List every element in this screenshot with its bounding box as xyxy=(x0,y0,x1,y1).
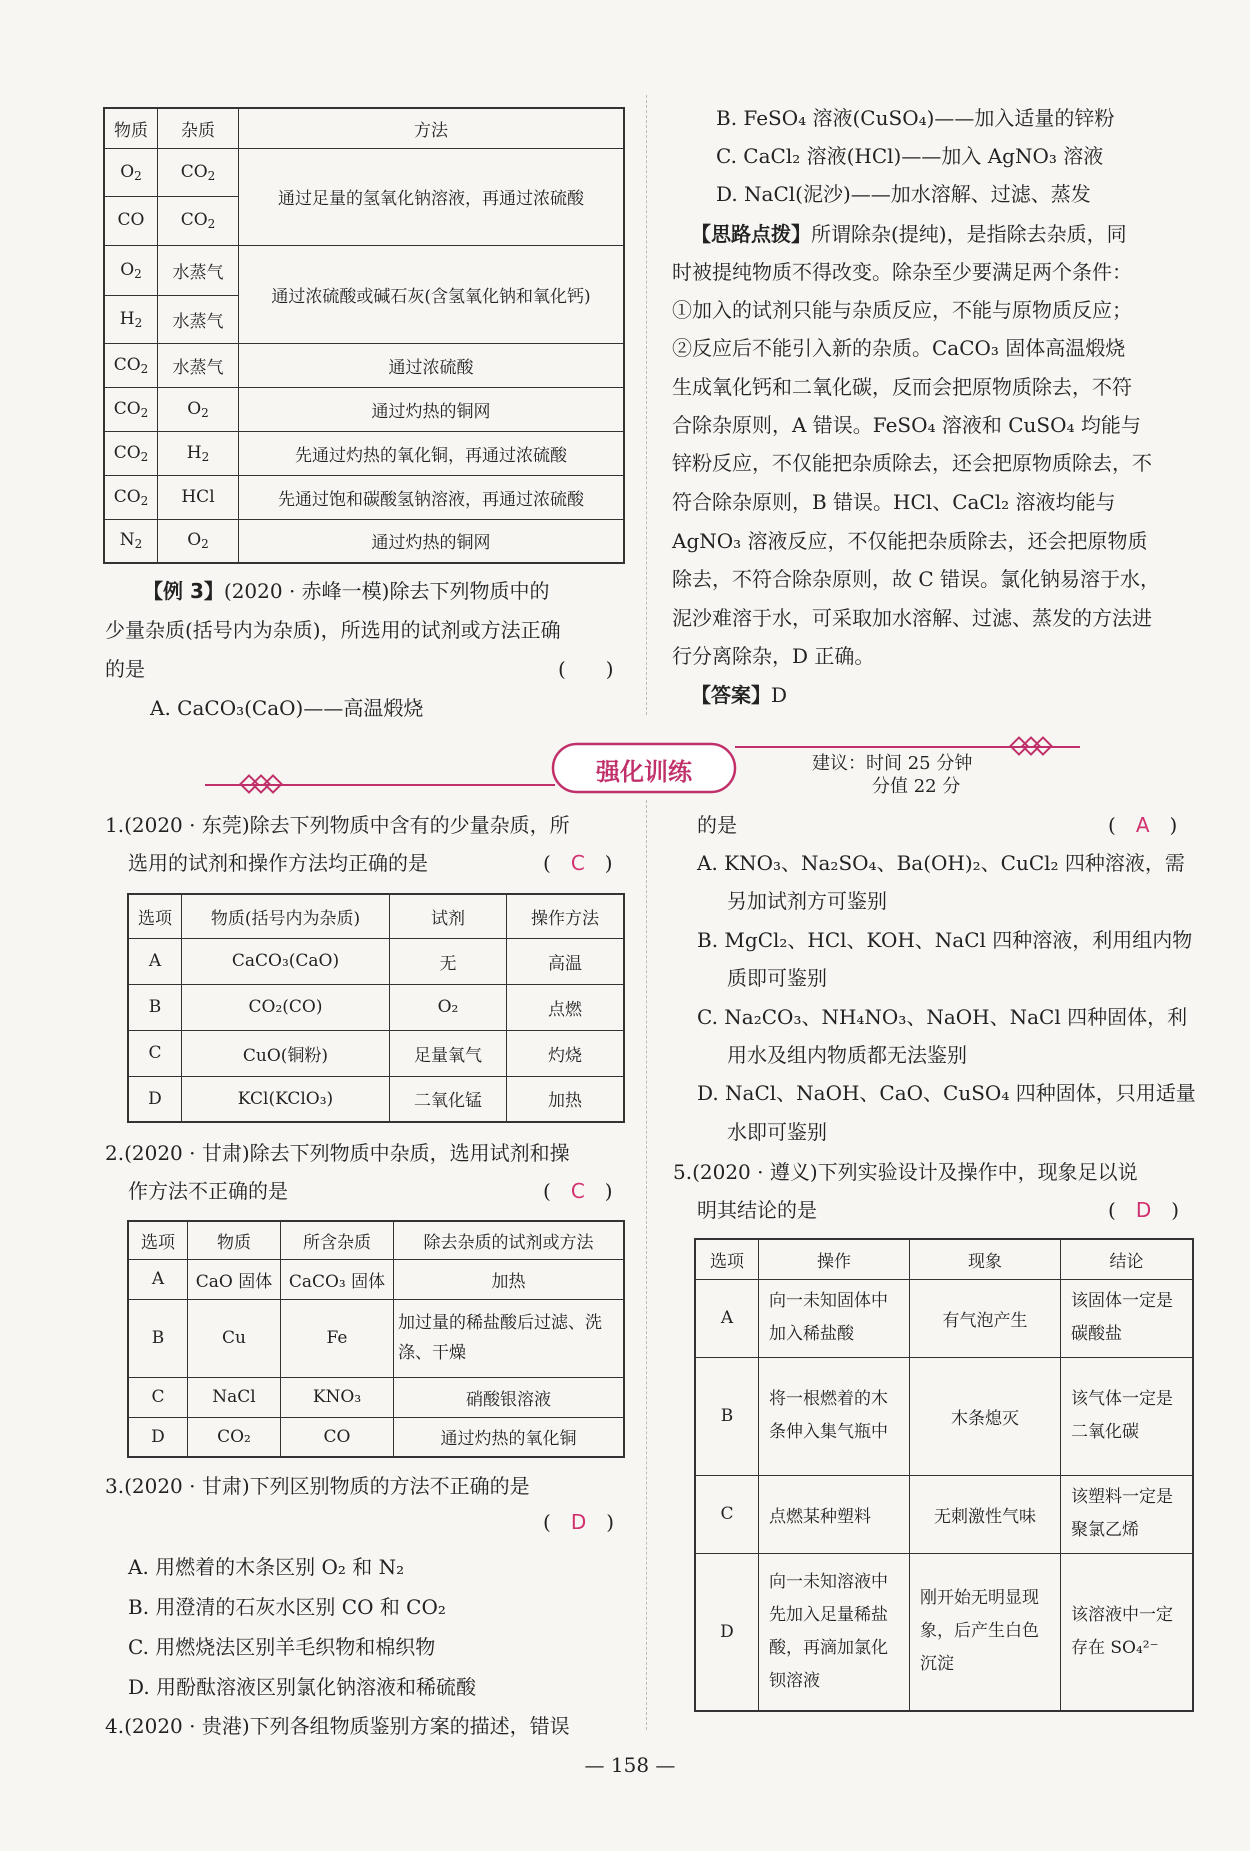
table-row: B CO₂(CO) O₂ 点燃 xyxy=(128,984,624,1030)
answer-blank: ( ) xyxy=(558,657,614,681)
table-row: $CO_2$ HCl 先通过饱和碳酸氢钠溶液，再通过浓硫酸 xyxy=(104,475,624,519)
page-number: — 158 — xyxy=(584,1753,676,1777)
hint-line: AgNO₃ 溶液反应，不仅能把杂质除去，还会把原物质 xyxy=(672,529,1148,553)
suggestion-time: 建议：时间 25 分钟 xyxy=(812,753,973,774)
q3-line1: 3.(2020 · 甘肃)下列区别物质的方法不正确的是 xyxy=(105,1474,530,1498)
q4-option-d: D. NaCl、NaOH、CaO、CuSO₄ 四种固体，只用适量 xyxy=(697,1081,1196,1105)
table-row: CO $CO_2$ xyxy=(104,196,624,245)
option-c: C. CaCl₂ 溶液(HCl)——加入 AgNO₃ 溶液 xyxy=(716,144,1104,168)
table-header: 方法 xyxy=(239,108,625,148)
table-row: $CO_2$ $H_2$ 先通过灼热的氧化铜，再通过浓硫酸 xyxy=(104,431,624,475)
q1-line1: 1.(2020 · 东莞)除去下列物质中含有的少量杂质，所 xyxy=(105,813,570,837)
table-row: A CaCO₃(CaO) 无 高温 xyxy=(128,938,624,984)
hint-line: 除去，不符合除杂原则，故 C 错误。氯化钠易溶于水， xyxy=(672,567,1161,591)
hint-line: 锌粉反应，不仅能把杂质除去，还会把原物质除去，不 xyxy=(672,451,1152,475)
q4-line2: 的是 xyxy=(697,813,737,837)
table-row: C 点燃某种塑料 无刺激性气味 该塑料一定是聚氯乙烯 xyxy=(695,1475,1193,1553)
answer-line: 【答案】D xyxy=(691,683,788,707)
table-row: $CO_2$ 水蒸气 通过浓硫酸 xyxy=(104,343,624,387)
option-d: D. NaCl(泥沙)——加水溶解、过滤、蒸发 xyxy=(716,182,1091,206)
hint-line: 合除杂原则，A 错误。FeSO₄ 溶液和 CuSO₄ 均能与 xyxy=(672,413,1141,437)
q5-line1: 5.(2020 · 遵义)下列实验设计及操作中，现象足以说 xyxy=(673,1160,1138,1184)
q3-option-b: B. 用澄清的石灰水区别 CO 和 CO₂ xyxy=(128,1595,446,1619)
table-row: C NaCl KNO₃ 硝酸银溶液 xyxy=(128,1377,624,1417)
q4-option-a-cont: 另加试剂方可鉴别 xyxy=(727,889,887,913)
q4-option-d-cont: 水即可鉴别 xyxy=(727,1120,827,1144)
q4-line1: 4.(2020 · 贵港)下列各组物质鉴别方案的描述，错误 xyxy=(105,1714,570,1738)
q5-table: 选项 操作 现象 结论 A 向一未知固体中加入稀盐酸 有气泡产生 该固体一定是碳酸盐 B 将一根燃着的木条伸入集气瓶中 木条熄灭 该气体一定是二氧化碳 C 点燃某种塑料 无刺激性气味 该塑料一定是聚氯乙烯 D 向一未知溶液中先加入足量稀盐酸，再滴加氯化钡溶液 刚开始无明显现象，后产生白色沉淀 该溶液中一定存在 SO₄²⁻ xyxy=(694,1238,1194,1712)
q4-option-c-cont: 用水及组内物质都无法鉴别 xyxy=(727,1043,967,1067)
q2-line2: 作方法不正确的是 xyxy=(128,1179,288,1203)
table-header: 物质 xyxy=(104,108,158,148)
table-header: 杂质 xyxy=(158,108,239,148)
q4-option-b: B. MgCl₂、HCl、KOH、NaCl 四种溶液，利用组内物 xyxy=(697,928,1193,952)
option-b: B. FeSO₄ 溶液(CuSO₄)——加入适量的锌粉 xyxy=(716,106,1115,130)
q4-option-b-cont: 质即可鉴别 xyxy=(727,966,827,990)
table-row: B Cu Fe 加过量的稀盐酸后过滤、洗涤、干燥 xyxy=(128,1299,624,1377)
table-row: $O_2$ 水蒸气 通过浓硫酸或碱石灰(含氢氧化钠和氧化钙) xyxy=(104,245,624,295)
hint-line: 时被提纯物质不得改变。除杂至少要满足两个条件： xyxy=(672,260,1132,284)
q1-table: 选项 物质(括号内为杂质) 试剂 操作方法 A CaCO₃(CaO) 无 高温 B CO₂(CO) O₂ 点燃 C CuO(铜粉) 足量氧气 灼烧 D KCl(KClO₃) 二氧化锰 加热 xyxy=(127,893,625,1123)
table-row: A 向一未知固体中加入稀盐酸 有气泡产生 该固体一定是碳酸盐 xyxy=(695,1279,1193,1357)
hint-line: ②反应后不能引入新的杂质。CaCO₃ 固体高温煅烧 xyxy=(672,336,1126,360)
q4-answer: ( A ) xyxy=(1108,813,1178,837)
q2-answer: ( C ) xyxy=(543,1179,613,1203)
hint-line: 行分离除杂，D 正确。 xyxy=(672,644,875,668)
hint-line: 泥沙难溶于水，可采取加水溶解、过滤、蒸发的方法进 xyxy=(672,606,1152,630)
q2-table: 选项 物质 所含杂质 除去杂质的试剂或方法 A CaO 固体 CaCO₃ 固体 加热 B Cu Fe 加过量的稀盐酸后过滤、洗涤、干燥 C NaCl KNO₃ 硝酸银溶液 D CO₂ CO 通过灼热的氧化铜 xyxy=(127,1220,625,1458)
suggestion-score: 分值 22 分 xyxy=(872,776,961,797)
table-row: $H_2$ 水蒸气 xyxy=(104,295,624,343)
q1-answer: ( C ) xyxy=(543,851,613,875)
q5-answer: ( D ) xyxy=(1108,1198,1180,1222)
section-title: 强化训练 xyxy=(596,758,692,786)
hint-line: ①加入的试剂只能与杂质反应，不能与原物质反应； xyxy=(672,298,1132,322)
q3-answer: ( D ) xyxy=(543,1510,615,1534)
q4-option-a: A. KNO₃、Na₂SO₄、Ba(OH)₂、CuCl₂ 四种溶液，需 xyxy=(697,851,1185,875)
q4-option-c: C. Na₂CO₃、NH₄NO₃、NaOH、NaCl 四种固体，利 xyxy=(697,1005,1188,1029)
example3-line1: 【例 3】(2020 · 赤峰一模)除去下列物质中的 xyxy=(143,579,550,603)
q2-line1: 2.(2020 · 甘肃)除去下列物质中杂质，选用试剂和操 xyxy=(105,1141,570,1165)
example3-line3: 的是 xyxy=(105,657,145,681)
hint-line: 生成氧化钙和二氧化碳，反而会把原物质除去，不符 xyxy=(672,375,1132,399)
q3-option-c: C. 用燃烧法区别羊毛织物和棉织物 xyxy=(128,1635,436,1659)
example3-line2: 少量杂质(括号内为杂质)，所选用的试剂或方法正确 xyxy=(105,618,561,642)
hint-line: 符合除杂原则，B 错误。HCl、CaCl₂ 溶液均能与 xyxy=(672,490,1116,514)
method-table xyxy=(103,107,625,564)
q5-line2: 明其结论的是 xyxy=(697,1198,817,1222)
table-row: B 将一根燃着的木条伸入集气瓶中 木条熄灭 该气体一定是二氧化碳 xyxy=(695,1357,1193,1475)
q3-option-d: D. 用酚酞溶液区别氯化钠溶液和稀硫酸 xyxy=(128,1675,477,1699)
table-row: D KCl(KClO₃) 二氧化锰 加热 xyxy=(128,1076,624,1122)
q1-line2: 选用的试剂和操作方法均正确的是 xyxy=(128,851,428,875)
table-row: D 向一未知溶液中先加入足量稀盐酸，再滴加氯化钡溶液 刚开始无明显现象，后产生白色沉淀 该溶液中一定存在 SO₄²⁻ xyxy=(695,1553,1193,1711)
hint-line-0: 【思路点拨】所谓除杂(提纯)，是指除去杂质，同 xyxy=(691,222,1127,246)
table-row: $CO_2$ $O_2$ 通过灼热的铜网 xyxy=(104,387,624,431)
option-a: A. CaCO₃(CaO)——高温煅烧 xyxy=(150,696,424,720)
table-row: D CO₂ CO 通过灼热的氧化铜 xyxy=(128,1417,624,1457)
table-row: A CaO 固体 CaCO₃ 固体 加热 xyxy=(128,1259,624,1299)
table-row: $N_2$ $O_2$ 通过灼热的铜网 xyxy=(104,519,624,563)
q3-option-a: A. 用燃着的木条区别 O₂ 和 N₂ xyxy=(128,1555,405,1579)
table-row: $O_2$ $CO_2$ 通过足量的氢氧化钠溶液，再通过浓硫酸 xyxy=(104,148,624,196)
table-row: C CuO(铜粉) 足量氧气 灼烧 xyxy=(128,1030,624,1076)
